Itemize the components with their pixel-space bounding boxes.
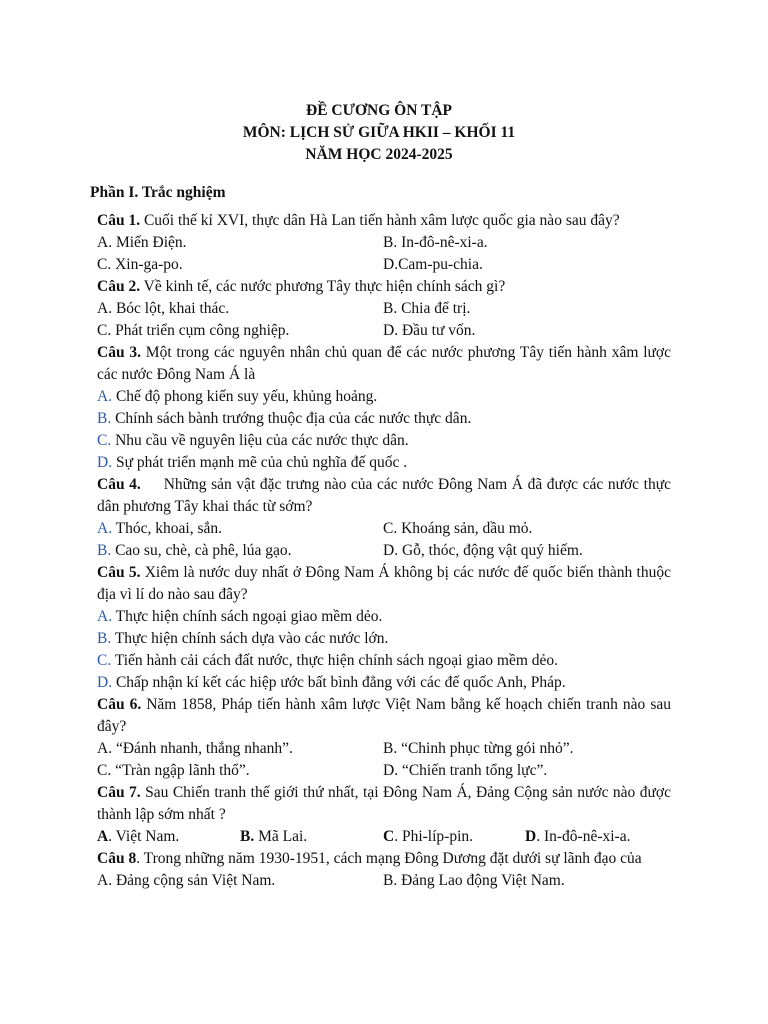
option-letter: D [525,828,537,845]
option-b [97,540,383,562]
option-c: C. “Tràn ngập lãnh thổ”. [97,762,250,779]
option-letter: A. [97,388,113,405]
question-6 [97,694,671,738]
options-row [97,298,671,320]
options-row [97,320,671,342]
option-b [97,628,671,650]
question-7 [97,782,671,826]
options-row [97,760,671,782]
options-row [97,540,671,562]
option-c [97,430,671,452]
question-5 [97,562,671,606]
question-text: Cuối thế kỉ XVI, thực dân Hà Lan tiến hành xâm lược quốc gia nào sau đây? [140,212,620,229]
option-letter: B. [97,630,112,647]
option-a [97,606,671,628]
option-text: Nhu cầu về nguyên liệu của các nước thực dân. [111,432,409,449]
document-page [90,100,675,892]
option-a [97,518,383,540]
question-text: Những sản vật đặc trưng nào của các nước Đông Nam Á đã được các nước thực dân phương Tây khai thác từ sớm? [97,476,675,515]
option-text: Chấp nhận kí kết các hiệp ước bất bình đẳng với các đế quốc Anh, Pháp. [112,674,566,691]
option-letter: B. [240,828,255,845]
question-4 [97,474,675,518]
option-text: Cao su, chè, cà phê, lúa gạo. [111,542,292,559]
option-letter: D. [97,674,113,691]
option-d: D.Cam-pu-chia. [383,256,483,273]
options-row [97,826,671,848]
question-text: . Trong những năm 1930-1951, cách mạng Đông Dương đặt dưới sự lãnh đạo của [136,850,642,867]
option-a [97,386,671,408]
option-text: Chế độ phong kiến suy yếu, khủng hoảng. [112,388,378,405]
option-text: Mã Lai. [254,828,308,845]
option-d [97,672,671,694]
question-text: Một trong các nguyên nhân chủ quan để các nước phương Tây tiến hành xâm lược các nước Đông Nam Á là [97,344,671,383]
option-c: C. Xin-ga-po. [97,256,183,273]
option-a: A. Miến Điện. [97,234,187,251]
option-letter: A [97,828,109,845]
option-text: Chính sách bành trướng thuộc địa của các nước thực dân. [111,410,472,427]
option-a: A. Đảng cộng sản Việt Nam. [97,872,276,889]
question-label: Câu 4. [97,476,141,493]
option-c: C. Khoáng sản, dầu mỏ. [383,520,533,537]
document-header [87,100,671,166]
options-row [97,870,671,892]
option-d [97,452,671,474]
header-line-2: MÔN: LỊCH SỬ GIỮA HKII – KHỐI 11 [242,124,516,141]
option-text: . In-đô-nê-xi-a. [536,828,631,845]
question-label: Câu 2. [97,278,141,295]
question-text: Sau Chiến tranh thế giới thứ nhất, tại Đông Nam Á, Đảng Cộng sản nước nào được thành lập sớm nhất ? [97,784,671,823]
option-b: B. Đảng Lao động Việt Nam. [383,872,565,889]
question-text: Năm 1858, Pháp tiến hành xâm lược Việt Nam bằng kế hoạch chiến tranh nào sau đây? [97,696,671,735]
option-text: . Việt Nam. [108,828,180,845]
option-text: . Phi-líp-pin. [394,828,473,845]
question-label: Câu 5. [97,564,141,581]
option-a: A. Bóc lột, khai thác. [97,300,230,317]
question-8 [97,848,671,870]
question-label: Câu 6. [97,696,142,713]
question-3 [97,342,671,386]
option-b: B. Chia để trị. [383,300,471,317]
question-1 [97,210,671,232]
option-c [383,826,525,848]
option-letter: B. [97,542,112,559]
option-text: Thóc, khoai, sắn. [112,520,222,537]
option-b [97,408,671,430]
option-c [97,650,671,672]
option-text: Sự phát triển mạnh mẽ của chủ nghĩa đế quốc . [112,454,408,471]
option-letter: C. [97,652,112,669]
option-d [525,826,630,848]
option-letter: A. [97,608,113,625]
option-text: Thực hiện chính sách ngoại giao mềm dẻo. [112,608,383,625]
option-b [240,826,383,848]
question-label: Câu 7. [97,784,141,801]
option-d: D. Đầu tư vốn. [383,322,476,339]
question-2 [97,276,671,298]
option-letter: A. [97,520,113,537]
option-letter: B. [97,410,112,427]
question-text: Về kinh tế, các nước phương Tây thực hiện chính sách gì? [140,278,506,295]
option-letter: C. [97,432,112,449]
option-b: B. In-đô-nê-xi-a. [383,234,488,251]
section-title: Phần I. Trắc nghiệm [90,184,226,201]
option-text: Tiến hành cải cách đất nước, thực hiện chính sách ngoại giao mềm dẻo. [111,652,559,669]
option-letter: C [383,828,395,845]
options-row [97,738,671,760]
option-letter: D. [97,454,113,471]
header-line-3: NĂM HỌC 2024-2025 [305,146,453,163]
option-a [97,826,240,848]
option-a: A. “Đánh nhanh, thắng nhanh”. [97,740,293,757]
options-row [97,254,671,276]
option-d: D. “Chiến tranh tổng lực”. [383,762,548,779]
header-line-1: ĐỀ CƯƠNG ÔN TẬP [306,102,452,119]
options-row [97,232,671,254]
option-c: C. Phát triển cụm công nghiệp. [97,322,290,339]
option-b: B. “Chinh phục từng gói nhỏ”. [383,740,574,757]
options-row [97,518,671,540]
option-d: D. Gỗ, thóc, động vật quý hiếm. [383,542,583,559]
question-label: Câu 3. [97,344,141,361]
question-label: Câu 8 [97,850,137,867]
question-text: Xiêm là nước duy nhất ở Đông Nam Á không bị các nước đế quốc biến thành thuộc địa vì lí do nào sau đây? [97,564,671,603]
question-label: Câu 1. [97,212,141,229]
option-text: Thực hiện chính sách dựa vào các nước lớn. [111,630,389,647]
